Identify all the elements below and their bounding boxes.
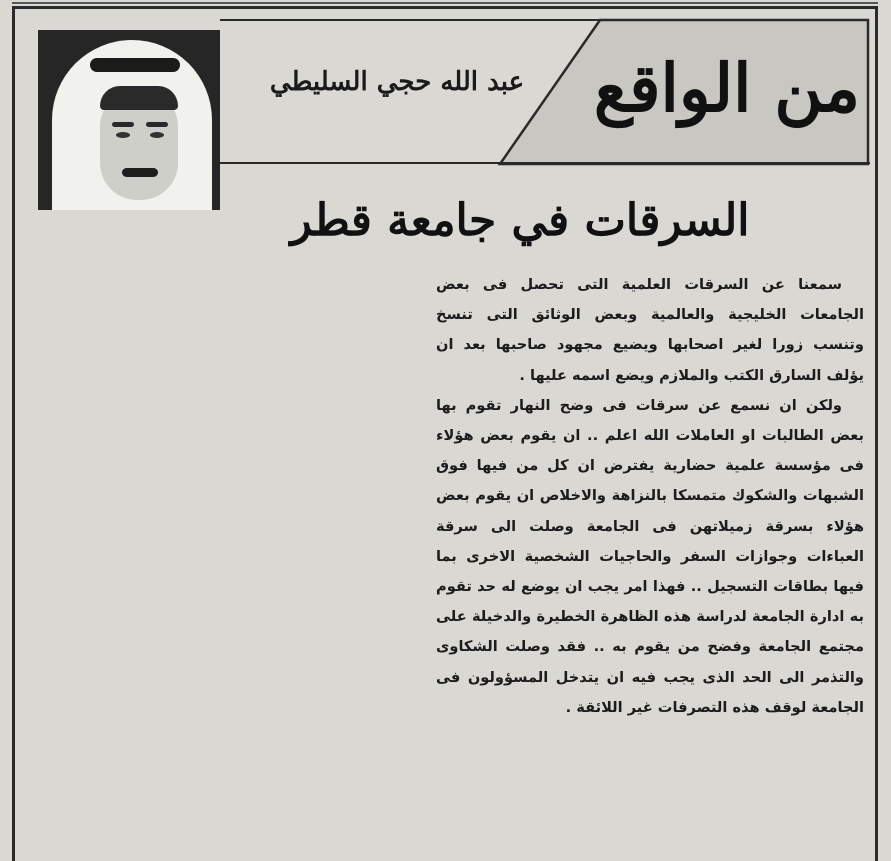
hair-shape	[100, 86, 178, 110]
article-body	[436, 270, 864, 855]
header-underline	[220, 162, 870, 164]
article-headline: السرقات في جامعة قطر	[290, 195, 750, 246]
left-eye-shape	[116, 132, 130, 138]
author-photo	[38, 30, 220, 210]
article-paragraph-1: سمعنا عن السرقات العلمية التى تحصل فى بعض الجامعات الخليجية والعالمية وبعض الوثائق التى تنسخ وتنسب زورا لغير اصحابها ويضيع مجهود صاحبها بعد ان يؤلف السارق الكتب والملازم ويضع اسمه عليها .	[436, 276, 864, 384]
left-brow-shape	[112, 122, 134, 127]
right-eye-shape	[150, 132, 164, 138]
author-name: عبد الله حجي السليطي	[269, 67, 525, 97]
column-title: من الواقع	[593, 49, 860, 127]
mustache-shape	[122, 168, 158, 177]
right-brow-shape	[146, 122, 168, 127]
top-rule	[12, 2, 878, 4]
agal-shape	[90, 58, 180, 72]
article-paragraph-2: ولكن ان نسمع عن سرقات فى وضح النهار تقوم بها بعض الطالبات او العاملات الله اعلم .. ان يقوم بعض هؤلاء فى مؤسسة علمية حضارية يفترض ان كل من فيها فوق الشبهات والشكوك متمسكا بالنزاهة والاخلاص ان يقوم بعض هؤلاء بسرقة زميلاتهن فى الجامعة وصلت الى سرقة العباءات وجوازات السفر والحاجيات الشخصية الاخرى بما فيها بطاقات التسجيل .. فهذا امر يجب ان يوضع له حد تقوم به ادارة الجامعة لدراسة هذه الظاهرة الخطيرة والدخيلة على مجتمع الجامعة وفضح من يقوم به .. فقد وصلت الشكاوى والتذمر الى الحد الذى يجب فيه ان يتدخل المسؤولون فى الجامعة لوقف هذه التصرفات غير اللائقة .	[436, 396, 864, 716]
